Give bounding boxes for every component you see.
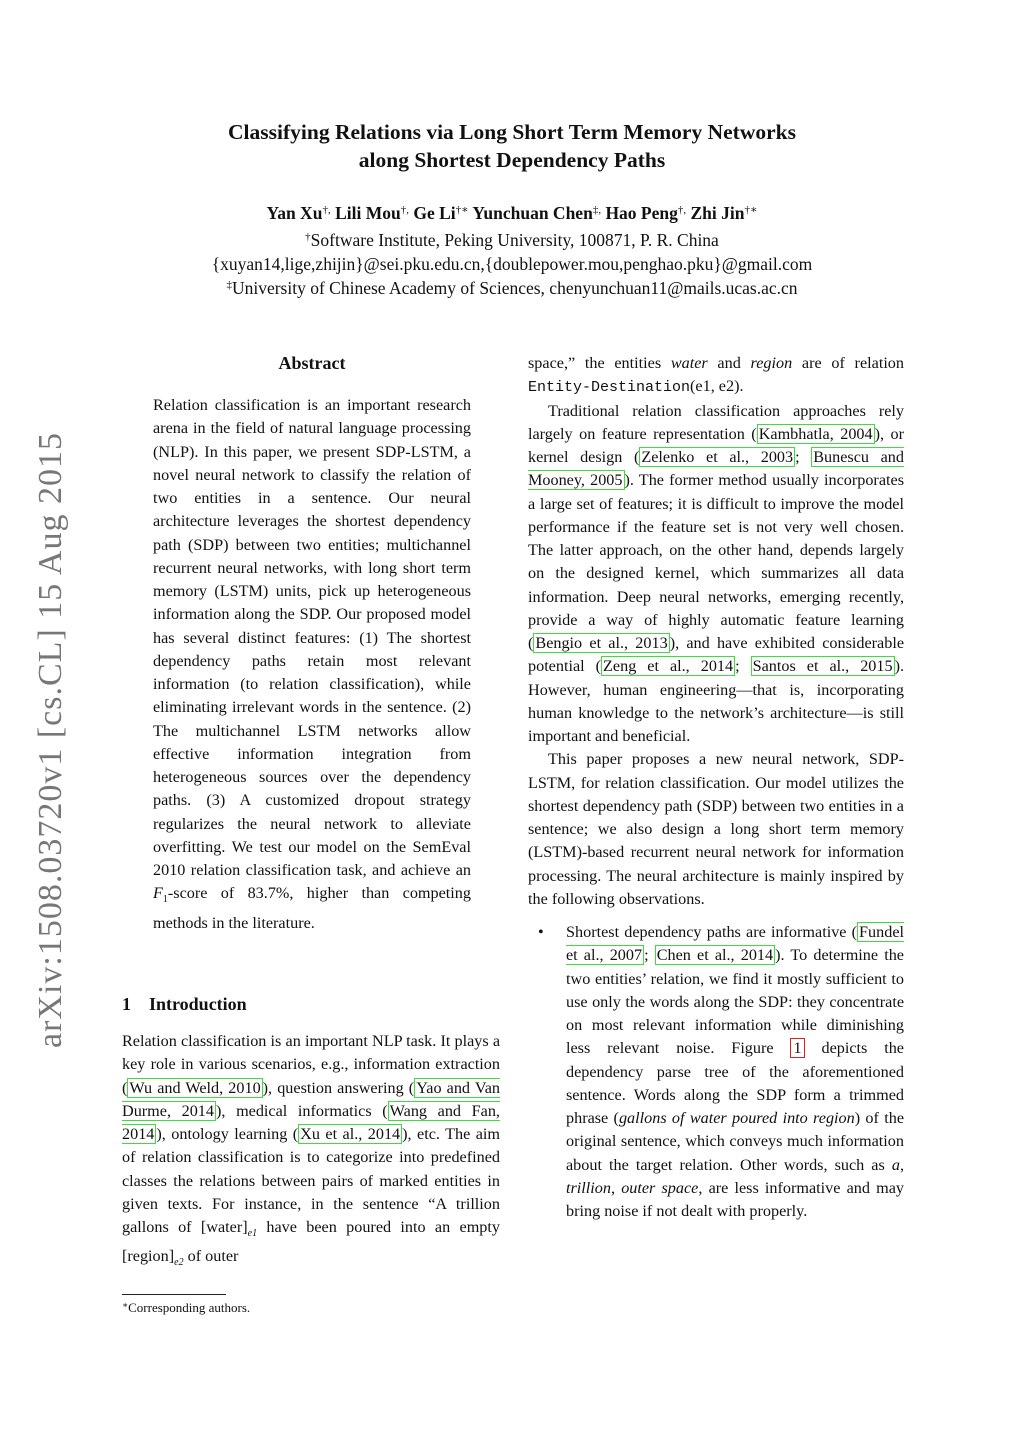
- author-name: Yan Xu: [266, 203, 323, 223]
- author-mark: †,: [677, 204, 687, 216]
- citation-link[interactable]: Xu et al., 2014: [300, 1125, 401, 1143]
- body-text: are of relation: [792, 354, 904, 372]
- body-text: space,” the entities: [528, 354, 671, 372]
- title-line-1: Classifying Relations via Long Short Term Memory Networks: [228, 120, 796, 144]
- bullet-text: [566, 921, 904, 1223]
- author-mark: †∗: [455, 204, 469, 216]
- affiliation-mark: †: [305, 231, 311, 243]
- introduction-paragraph: [122, 1030, 500, 1275]
- title-line-2: along Shortest Dependency Paths: [358, 148, 666, 172]
- affiliation-ucas: [0, 278, 1024, 299]
- citation-link[interactable]: Zeng et al., 2014: [603, 657, 734, 676]
- author-emails: {xuyan14,lige,zhijin}@sei.pku.edu.cn,{doublepower.mou,penghao.pku}@gmail.com: [211, 254, 813, 274]
- citation-link[interactable]: Bunescu and Mooney, 2005: [528, 448, 904, 490]
- emphasis-text: a: [891, 1155, 900, 1174]
- footnote-mark: ∗: [122, 1300, 129, 1310]
- abstract-text-end: -score of 83.7%, higher than competing methods in the literature.: [153, 884, 471, 932]
- emphasis-text: water: [670, 354, 708, 372]
- abstract-body: [153, 394, 471, 935]
- author-mark: †,: [400, 204, 409, 216]
- body-text: depicts the dependency parse tree of the aforementioned sentence. Words along the SDP form a trimmed phrase (: [566, 1039, 904, 1127]
- author-mark: †,: [322, 204, 331, 216]
- citation-link[interactable]: Wang and Fan, 2014: [122, 1101, 500, 1143]
- body-text: ), and have exhibited considerable potential (: [528, 634, 905, 676]
- body-text: ;: [795, 448, 812, 466]
- affiliation-peking: [0, 230, 1024, 251]
- body-text: ) of the original sentence, which conveys much information about the target relation. Other words, such as: [566, 1109, 904, 1174]
- section-title: Introduction: [149, 994, 247, 1014]
- f1-symbol: F: [153, 884, 163, 903]
- section-number: 1: [122, 994, 131, 1014]
- citation-link[interactable]: Santos et al., 2015: [752, 657, 893, 676]
- intro-text: ), etc. The aim of relation classification is to categorize into predefined classes the relations between pairs of marked entities in given texts. For instance, in the sentence “A trillion gallons of [water]: [122, 1125, 500, 1236]
- bullet-item: [528, 921, 904, 1223]
- body-text: Traditional relation classification approaches rely largely on feature representation (: [528, 401, 904, 443]
- figure-reference-link[interactable]: 1: [790, 1038, 804, 1058]
- body-text: ;: [644, 946, 655, 965]
- body-text: ). However, human engineering—that is, incorporating human knowledge to the network’s architecture—is still important and beneficial.: [528, 657, 905, 745]
- body-text: ,: [610, 1178, 622, 1197]
- emphasis-text: gallons of water poured into region: [618, 1109, 855, 1127]
- emphasis-text: trillion: [566, 1178, 611, 1197]
- citation-link[interactable]: Zelenko et al., 2003: [641, 448, 794, 466]
- footnote: [122, 1300, 250, 1316]
- author-mark: ‡,: [592, 204, 602, 216]
- affiliation-text: University of Chinese Academy of Sciences, chenyunchuan11@mails.ucas.ac.cn: [231, 278, 798, 298]
- paragraph-proposal: This paper proposes a new neural network, SDP-LSTM, for relation classification. Our model utilizes the shortest dependency path (SDP) between two entities in a sentence; we also design a long short term memory (LSTM)-based recurrent neural network for information processing. The neural architecture is mainly inspired by the following observations.: [528, 750, 904, 908]
- paragraph-traditional: [528, 400, 904, 749]
- entity-subscript: e1: [247, 1228, 258, 1240]
- body-text: ,: [899, 1155, 904, 1174]
- emphasis-text: outer space: [621, 1178, 699, 1197]
- footnote-text: Corresponding authors.: [128, 1300, 251, 1315]
- paper-title: [0, 118, 1024, 174]
- intro-text: ), medical informatics (: [216, 1101, 388, 1120]
- intro-text: of outer: [183, 1247, 239, 1266]
- body-text: Shortest dependency paths are informative (: [566, 923, 858, 941]
- footnote-divider: [122, 1294, 226, 1295]
- body-text: and: [707, 354, 751, 372]
- body-text: ;: [735, 657, 751, 676]
- citation-link[interactable]: Chen et al., 2014: [656, 946, 774, 965]
- intro-text: ), ontology learning (: [156, 1125, 299, 1143]
- paragraph-continued: [528, 352, 904, 400]
- intro-text: ), question answering (: [262, 1078, 415, 1097]
- author-name: Zhi Jin: [690, 203, 745, 223]
- citation-link[interactable]: Fundel et al., 2007: [566, 923, 904, 965]
- body-text: ). To determine the two entities’ relation, we find it mostly sufficient to use only the words along the SDP: they concentrate on most relevant information while diminishing less relevant noise. Figure: [566, 946, 904, 1058]
- abstract-text: Relation classification is an important research arena in the field of natural language processing (NLP). In this paper, we present SDP-LSTM, a novel neural network to classify the relation of two entities in a sentence. Our neural architecture leverages the shortest dependency path (SDP) between two entities; multichannel recurrent neural networks, with long short term memory (LSTM) units, pick up heterogeneous information along the SDP. Our proposed model has several distinct features: (1) The shortest dependency paths retain most relevant information (to relation classification), while eliminating irrelevant words in the sentence. (2) The multichannel LSTM networks allow effective information integration from heterogeneous sources over the dependency paths. (3) A customized dropout strategy regularizes the neural network to alleviate overfitting. We test our model on the SemEval 2010 relation classification task, and achieve an: [153, 396, 471, 879]
- relation-label: Entity-Destination: [528, 379, 691, 397]
- citation-link[interactable]: Yao and Van Durme, 2014: [122, 1078, 500, 1120]
- author-mark: †∗: [744, 204, 758, 216]
- body-text: ). The former method usually incorporates a large set of features; it is difficult to improve the model performance if the feature set is not very well chosen. The latter approach, on the other hand, depends largely on the designed kernel, which summarizes all data information. Deep neural networks, emerging recently, provide a way of highly automatic feature learning (: [528, 471, 904, 652]
- bullet-icon: •: [538, 923, 544, 941]
- relation-args: (e1, e2).: [690, 377, 744, 396]
- arxiv-stamp: arXiv:1508.03720v1 [cs.CL] 15 Aug 2015: [32, 432, 69, 1048]
- citation-link[interactable]: Wu and Weld, 2010: [129, 1078, 261, 1097]
- author-list: [0, 203, 1024, 224]
- affiliation-mark: ‡: [226, 279, 232, 291]
- right-column: [528, 352, 904, 1223]
- author-name: Lili Mou: [335, 203, 401, 223]
- citation-link[interactable]: Kambhatla, 2004: [758, 424, 873, 443]
- author-name: Hao Peng: [605, 203, 678, 223]
- intro-text: Relation classification is an important NLP task. It plays a key role in various scenarios, e.g., information extraction (: [122, 1032, 500, 1097]
- affiliation-text: Software Institute, Peking University, 100871, P. R. China: [310, 230, 719, 250]
- body-text: ), or kernel design (: [528, 424, 904, 466]
- section-heading-introduction: [122, 994, 247, 1015]
- abstract-heading: Abstract: [278, 353, 346, 373]
- entity-subscript: e2: [174, 1257, 184, 1269]
- emphasis-text: region: [750, 354, 793, 372]
- intro-text: have been poured into an empty [region]: [122, 1218, 500, 1266]
- author-name: Yunchuan Chen: [472, 203, 593, 223]
- f1-subscript: 1: [162, 894, 168, 906]
- citation-link[interactable]: Bengio et al., 2013: [535, 634, 668, 652]
- body-text: , are less informative and may bring noise if not dealt with properly.: [566, 1178, 904, 1220]
- author-name: Ge Li: [413, 203, 456, 223]
